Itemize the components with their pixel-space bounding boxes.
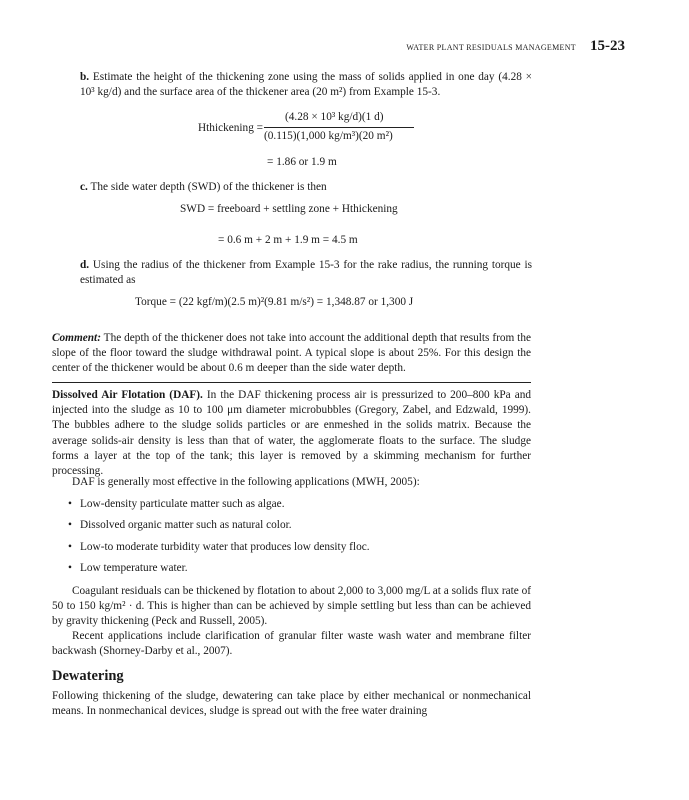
daf-text: In the DAF thickening process air is pressurized to 200–800 kPa and injected into the sludge as 10 to 100 μm diameter microbubbles (Gregory, Zabel, and Edzwald, 1999). The bubbles adhere to the sludge solids particles or are enmeshed in the solids matrix. Because the average solids-air density is less than that of water, the agglomerate floats to the surface. The sludge forms a layer at the top of the tank; this layer is removed by a skimming mechanism for further processing.: [52, 389, 532, 478]
step-b-text: Estimate the height of the thickening zone using the mass of solids applied in one day (4.28 × 10³ kg/d) and the surface area of the thickener area (20 m²) from Example 15-3.: [80, 71, 533, 99]
daf-paragraph: [52, 388, 531, 479]
step-d-paragraph: [80, 258, 532, 288]
h-thickening-result: = 1.86 or 1.9 m: [267, 156, 337, 168]
step-b-paragraph: [80, 70, 532, 100]
step-c-paragraph: [80, 180, 532, 195]
section-rule: [52, 382, 531, 383]
daf-bullet-2: • Dissolved organic matter such as natural color.: [80, 519, 292, 531]
running-header: [406, 38, 625, 55]
swd-equation: SWD = freeboard + settling zone + Hthickening: [180, 203, 398, 215]
h-thickening-lhs: Hthickening =: [198, 122, 264, 134]
dewatering-heading: Dewatering: [52, 668, 124, 684]
step-b-label: b.: [80, 71, 90, 83]
comment-label: Comment:: [52, 332, 101, 344]
running-title: WATER PLANT RESIDUALS MANAGEMENT: [406, 43, 576, 52]
fraction-bar: [264, 127, 414, 128]
comment-paragraph: [52, 331, 531, 377]
comment-text: The depth of the thickener does not take into account the additional depth that results from the slope of the floor toward the sludge withdrawal point. A typical slope is about 25%. For this design the center of the thickener would be about 0.6 m deeper than the side water depth.: [52, 332, 531, 375]
daf-heading: Dissolved Air Flotation (DAF).: [52, 389, 203, 401]
swd-result: = 0.6 m + 2 m + 1.9 m = 4.5 m: [218, 234, 358, 246]
daf-bullet-4: • Low temperature water.: [80, 562, 188, 574]
torque-equation: Torque = (22 kgf/m)(2.5 m)²(9.81 m/s²) = 1,348.87 or 1,300 J: [135, 296, 414, 308]
step-d-label: d.: [80, 259, 90, 271]
step-c-text: The side water depth (SWD) of the thickener is then: [90, 181, 327, 193]
daf-para2: Coagulant residuals can be thickened by flotation to about 2,000 to 3,000 mg/L at a solids flux rate of 50 to 150 kg/m² · d. This is higher than can be achieved by simple settling but less than can be achieved by gravity thickening (Peck and Russell, 2005).: [52, 585, 531, 628]
daf-bullet-3: • Low-to moderate turbidity water that produces low density floc.: [80, 541, 370, 553]
step-c-label: c.: [80, 181, 88, 193]
dewatering-text: Following thickening of the sludge, dewatering can take place by either mechanical or nonmechanical means. In nonmechanical devices, sludge is spread out with the free water draining: [52, 690, 531, 718]
daf-intro: DAF is generally most effective in the following applications (MWH, 2005):: [72, 476, 420, 488]
h-thickening-denominator: (0.115)(1,000 kg/m³)(20 m²): [264, 130, 393, 142]
step-d-text: Using the radius of the thickener from Example 15-3 for the rake radius, the running torque is estimated as: [80, 259, 532, 287]
page-number: 15-23: [590, 38, 625, 54]
h-thickening-numerator: (4.28 × 10³ kg/d)(1 d): [285, 111, 384, 123]
daf-bullet-1: • Low-density particulate matter such as algae.: [80, 498, 285, 510]
daf-para3: Recent applications include clarification of granular filter waste wash water and membrane filter backwash (Shorney-Darby et al., 2007).: [52, 630, 531, 658]
